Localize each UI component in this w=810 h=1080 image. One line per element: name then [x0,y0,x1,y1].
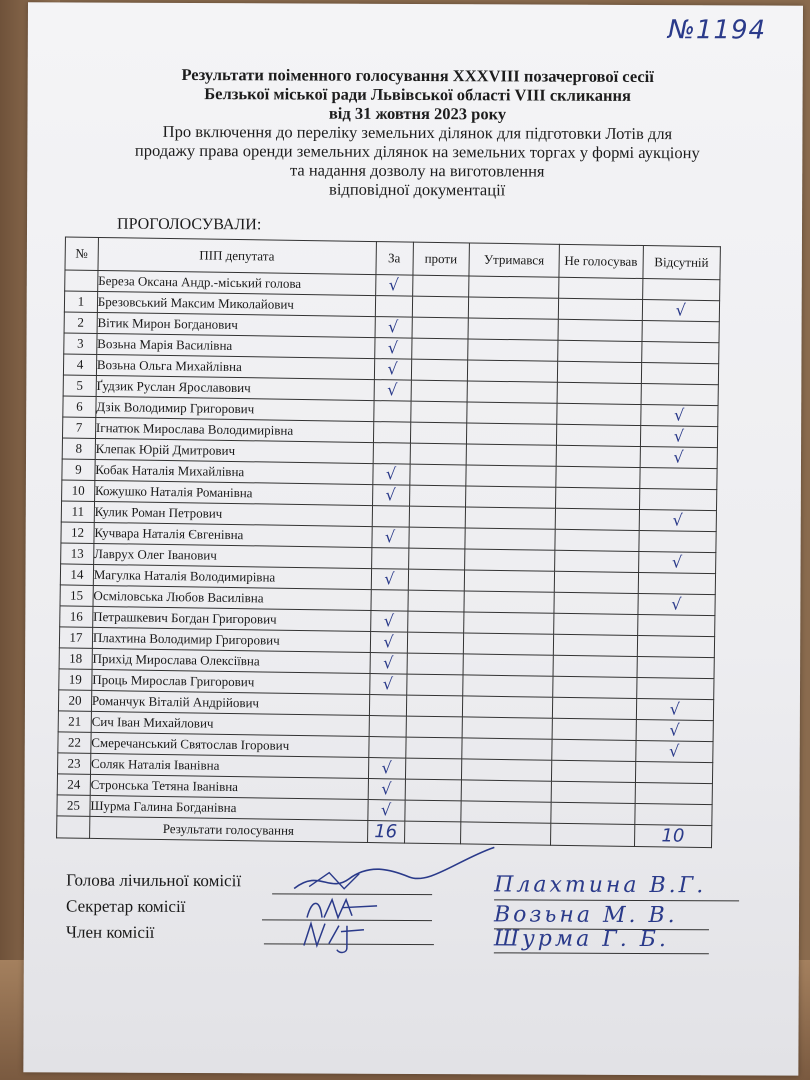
vote-cell-not-voted [558,277,642,299]
vote-cell-not-voted [554,592,638,614]
vote-cell-not-voted [557,361,641,383]
vote-cell-against [407,632,463,654]
row-number: 17 [59,627,92,648]
vote-cell-abstained [467,381,557,403]
deputy-name: Стронська Тетяна Іванівна [90,774,368,799]
check-mark-icon: √ [673,447,684,467]
member-label: Член комісії [65,922,155,942]
vote-cell-for [370,653,407,675]
vote-cell-abstained [465,486,555,508]
vote-cell-for [375,317,412,339]
check-mark-icon: √ [673,426,685,446]
header-num: № [65,237,98,270]
header-abstained: Утримався [469,243,560,277]
row-number: 21 [58,711,91,732]
row-number: 25 [57,795,90,816]
vote-cell-absent [635,782,713,804]
vote-cell-absent [635,740,713,762]
vote-cell-absent [637,636,715,658]
vote-cell-abstained [462,696,552,718]
header-not-voted: Не голосував [559,244,643,278]
handwritten-document-number: №1194 [667,15,767,46]
vote-cell-not-voted [551,760,635,782]
vote-cell-absent [640,405,718,427]
title-line-2: Белзької міської ради Львівської області VIII скликання [204,84,631,105]
deputy-name: Кобак Наталія Михайлівна [95,459,373,484]
vote-cell-absent [640,426,718,448]
vote-cell-against [406,695,462,717]
vote-cell-against [404,800,460,822]
vote-cell-abstained [464,549,554,571]
vote-cell-against [407,611,463,633]
vote-cell-against [408,548,464,570]
row-number: 4 [63,354,96,375]
subject-line-2: продажу права оренди земельних ділянок на земельних торгах у формі аукціону [134,140,700,163]
vote-cell-absent [641,363,719,385]
check-mark-icon: √ [385,463,397,483]
row-number: 12 [61,522,94,543]
vote-cell-against [405,737,461,759]
vote-cell-abstained [462,738,552,760]
vote-cell-abstained [461,801,551,823]
vote-cell-against [412,296,468,318]
vote-cell-not-voted [551,802,635,824]
deputy-name: Проць Мирослав Григорович [92,669,370,694]
secretary-handwritten-name: Возьна М. В. [493,902,678,929]
vote-cell-for [374,380,411,402]
row-number: 24 [57,774,90,795]
vote-cell-absent [638,573,716,595]
member-handwritten-name: Шурма Г. Б. [493,926,669,953]
row-number: 14 [60,564,93,585]
vote-cell-against [409,506,465,528]
vote-cell-against [407,653,463,675]
vote-cell-not-voted [558,319,642,341]
vote-cell-for [370,590,407,612]
vote-cell-against [411,359,467,381]
result-label: Результати голосування [89,816,367,842]
vote-cell-against [411,338,467,360]
check-mark-icon: √ [669,698,681,719]
vote-cell-not-voted [553,655,637,677]
vote-cell-absent [639,468,717,490]
deputy-name: Возьна Ольга Михайлівна [96,354,374,379]
vote-cell-absent [642,300,720,322]
vote-cell-abstained [468,318,558,340]
row-number: 15 [60,585,93,606]
vote-cell-abstained [464,570,554,592]
vote-cell-absent [636,678,714,700]
subject-line-4: відповідної документації [329,179,506,200]
deputy-name: Кучвара Наталія Євгенівна [94,522,372,547]
vote-cell-for [375,275,412,297]
header-name: ПІП депутата [98,237,376,274]
check-mark-icon: √ [387,379,398,399]
vote-cell-not-voted [552,697,636,719]
deputy-name: Кулик Роман Петрович [94,501,372,526]
vote-cell-absent [642,279,720,301]
check-mark-icon: √ [673,405,685,425]
vote-cell-abstained [468,297,558,319]
row-number: 10 [62,480,95,501]
vote-cell-not-voted [552,718,636,740]
vote-cell-for [369,695,406,717]
vote-cell-not-voted [551,781,635,803]
vote-cell-for [374,338,411,360]
deputy-name: Прихід Мирослава Олексіївна [92,648,370,673]
vote-cell-absent [641,384,719,406]
vote-cell-absent [637,615,715,637]
deputy-name: Береза Оксана Андр.-міський голова [98,270,376,295]
vote-cell-absent [641,342,719,364]
deputy-name: Ґудзик Руслан Ярославович [96,375,374,400]
check-mark-icon: √ [381,757,392,777]
row-number: 23 [58,753,91,774]
check-mark-icon: √ [384,526,396,546]
vote-cell-for [368,779,405,801]
member-name-line [494,952,709,954]
vote-cell-against [412,317,468,339]
vote-cell-abstained [467,339,557,361]
vote-cell-against [410,422,466,444]
vote-cell-for [373,443,410,465]
vote-cell-not-voted [557,403,641,425]
row-number: 22 [58,732,91,753]
vote-cell-absent [639,510,717,532]
subject-line-3: та надання дозволу на виготовлення [289,160,545,181]
vote-cell-absent [638,594,716,616]
vote-cell-absent [636,698,714,720]
vote-cell-not-voted [558,298,642,320]
row-number: 20 [58,690,91,711]
voting-table [56,236,721,848]
deputy-name: Магулка Наталія Володимирівна [93,564,371,589]
vote-cell-absent [637,657,715,679]
result-for-value: 16 [374,821,398,843]
vote-cell-not-voted [553,613,637,635]
vote-cell-abstained [468,276,558,298]
vote-cell-for [372,506,409,528]
check-mark-icon: √ [388,274,400,294]
row-number: 19 [59,669,92,690]
vote-cell-for [369,716,406,738]
row-number: 6 [63,396,96,417]
secretary-label: Секретар комісії [66,896,186,917]
row-number: 1 [64,291,97,312]
vote-cell-for [375,296,412,318]
vote-cell-abstained [463,633,553,655]
check-mark-icon: √ [675,300,686,320]
deputy-name: Кожушко Наталія Романівна [94,480,372,505]
document-header [87,65,748,201]
vote-cell-absent [636,719,714,741]
vote-cell-not-voted [555,487,639,509]
vote-cell-not-voted [556,424,640,446]
vote-cell-not-voted [556,445,640,467]
check-mark-icon: √ [382,673,394,693]
title-line-1: Результати поіменного голосування XXXVIII позачергової сесії [181,64,654,87]
vote-cell-for [368,737,405,759]
check-mark-icon: √ [671,552,683,572]
row-number: 13 [61,543,94,564]
check-mark-icon: √ [671,594,682,614]
vote-cell-for [373,422,410,444]
check-mark-icon: √ [383,631,394,651]
result-num-cell [57,816,90,838]
vote-cell-abstained [464,591,554,613]
row-number: 16 [60,606,93,627]
deputy-name: Лаврух Олег Іванович [93,543,371,568]
check-mark-icon: √ [384,568,395,588]
deputy-name: Клепак Юрій Дмитрович [95,438,373,463]
row-number: 8 [62,438,95,459]
result-absent [634,824,712,847]
row-number: 2 [64,312,97,333]
vote-cell-against [412,275,468,297]
voting-table-body [57,270,720,826]
vote-cell-not-voted [553,676,637,698]
vote-cell-against [410,401,466,423]
vote-cell-against [409,464,465,486]
deputy-name: Шурма Галина Богданівна [90,795,368,820]
vote-cell-against [409,485,465,507]
deputy-name: Сич Іван Михайлович [91,711,369,736]
document-sheet [23,2,803,1075]
vote-cell-absent [638,531,716,553]
vote-cell-against [411,380,467,402]
chair-name-line [494,899,739,901]
deputy-name: Возьна Марія Василівна [97,333,375,358]
check-mark-icon: √ [387,337,399,357]
vote-cell-for [373,401,410,423]
header-against: проти [413,242,470,276]
row-number: 11 [61,501,94,522]
vote-cell-for [370,632,407,654]
vote-cell-absent [634,803,712,825]
vote-cell-abstained [466,423,556,445]
deputy-name: Петрашкевич Богдан Григорович [93,606,371,631]
vote-cell-against [406,674,462,696]
deputy-name: Ігнатюк Мирослава Володимирівна [95,417,373,442]
vote-cell-abstained [465,507,555,529]
check-mark-icon: √ [387,358,398,378]
check-mark-icon: √ [380,799,392,819]
vote-cell-against [408,569,464,591]
check-mark-icon: √ [383,652,394,672]
check-mark-icon: √ [672,510,683,530]
vote-cell-abstained [463,654,553,676]
result-not-voted [550,823,634,846]
vote-cell-absent [642,321,720,343]
vote-cell-absent [635,761,713,783]
vote-cell-against [409,527,465,549]
vote-cell-not-voted [556,466,640,488]
vote-cell-for [369,674,406,696]
title-line-3: від 31 жовтня 2023 року [328,103,507,124]
vote-cell-abstained [465,528,555,550]
vote-cell-abstained [466,444,556,466]
row-number: 5 [63,375,96,396]
vote-cell-abstained [462,717,552,739]
vote-cell-abstained [462,675,552,697]
vote-cell-abstained [467,360,557,382]
check-mark-icon: √ [381,778,392,798]
voted-label: ПРОГОЛОСУВАЛИ: [116,215,262,234]
vote-cell-abstained [461,780,551,802]
row-number: 18 [59,648,92,669]
chair-signature [289,838,499,899]
vote-cell-for [371,569,408,591]
vote-cell-abstained [467,402,557,424]
deputy-name: Вітик Мирон Богданович [97,312,375,337]
deputy-name: Плахтина Володимир Григорович [92,627,370,652]
vote-cell-against [405,779,461,801]
vote-cell-not-voted [555,529,639,551]
vote-cell-not-voted [554,571,638,593]
vote-cell-for [367,800,404,822]
vote-cell-not-voted [557,382,641,404]
deputy-name: Смеречанський Святослав Ігорович [91,732,369,757]
chair-handwritten-name: Плахтина В.Г. [494,872,707,899]
header-absent: Відсутній [642,246,720,280]
row-number: 3 [64,333,97,354]
vote-cell-against [408,590,464,612]
header-for: За [375,242,413,276]
check-mark-icon: √ [387,316,399,336]
vote-cell-for [370,611,407,633]
vote-cell-against [410,443,466,465]
vote-cell-for [372,464,409,486]
vote-cell-not-voted [552,739,636,761]
vote-cell-absent [638,552,716,574]
subject-line-1: Про включення до переліку земельних ділянок для підготовки Лотів для [162,121,673,144]
vote-cell-for [371,527,408,549]
deputy-name: Соляк Наталія Іванівна [90,753,368,778]
vote-cell-abstained [466,465,556,487]
check-mark-icon: √ [668,740,680,761]
deputy-name: Осміловська Любов Василівна [93,585,371,610]
vote-cell-against [405,758,461,780]
check-mark-icon: √ [669,719,680,740]
vote-cell-not-voted [555,508,639,530]
chair-label: Голова лічильної комісії [66,870,242,891]
deputy-name: Дзік Володимир Григорович [96,396,374,421]
vote-cell-for [372,485,409,507]
vote-cell-not-voted [553,634,637,656]
vote-cell-not-voted [558,340,642,362]
vote-cell-absent [640,447,718,469]
vote-cell-for [368,758,405,780]
deputy-name: Брезовський Максим Миколайович [97,291,375,316]
check-mark-icon: √ [383,610,395,630]
vote-cell-not-voted [554,550,638,572]
vote-cell-against [406,716,462,738]
row-number: 9 [62,459,95,480]
vote-cell-for [371,548,408,570]
check-mark-icon: √ [385,484,396,504]
row-number: 7 [62,417,95,438]
result-absent-value: 10 [661,825,685,847]
vote-cell-absent [639,489,717,511]
vote-cell-abstained [463,612,553,634]
row-number [65,270,98,291]
vote-cell-for [374,359,411,381]
vote-cell-abstained [461,759,551,781]
deputy-name: Романчук Віталій Андрійович [91,690,369,715]
member-signature [299,916,389,956]
